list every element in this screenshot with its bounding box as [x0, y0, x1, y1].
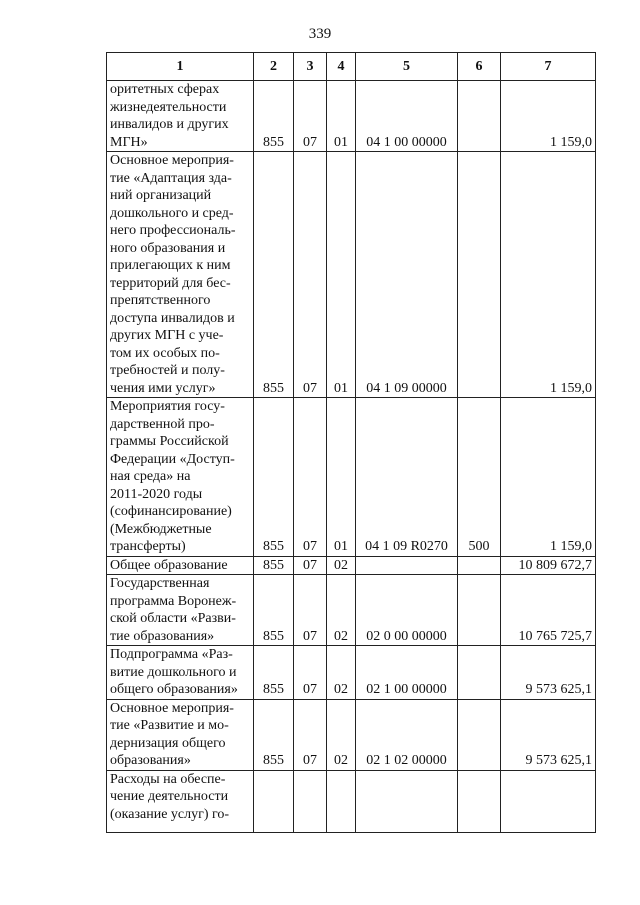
subsection-code-cell: 01 — [327, 398, 356, 557]
row-name-line: тие «Развитие и мо- — [110, 718, 229, 733]
expense-type-code-cell — [458, 575, 501, 646]
row-name-line: Мероприятия госу- — [110, 399, 225, 414]
table-row — [107, 152, 596, 398]
amount-cell: 9 573 625,1 — [501, 699, 596, 770]
target-item-code-cell — [356, 770, 458, 832]
row-name-line: (оказание услуг) го- — [110, 806, 230, 822]
ministry-code-cell: 855 — [254, 646, 294, 700]
ministry-code-cell: 855 — [254, 575, 294, 646]
amount-cell: 1 159,0 — [501, 81, 596, 152]
row-name-line: витие дошкольного и — [110, 664, 237, 680]
row-name-line: территорий для бес- — [110, 275, 231, 291]
expense-type-code-cell — [458, 699, 501, 770]
row-name-cell — [107, 81, 254, 152]
row-name-line: оритетных сферах — [110, 82, 220, 97]
section-code-cell: 07 — [294, 575, 327, 646]
section-code-cell: 07 — [294, 81, 327, 152]
row-name-line: Подпрограмма «Раз- — [110, 647, 233, 662]
amount-cell: 9 573 625,1 — [501, 646, 596, 700]
target-item-code-cell: 04 1 09 R0270 — [356, 398, 458, 557]
row-name-line: общего образования» — [110, 682, 238, 697]
row-name-line: других МГН с уче- — [110, 328, 224, 343]
header-col-5: 5 — [356, 53, 458, 81]
row-name-cell — [107, 556, 254, 575]
row-name-cell — [107, 398, 254, 557]
subsection-code-cell: 01 — [327, 81, 356, 152]
row-name-line: дернизация общего — [110, 735, 226, 751]
row-name-cell — [107, 152, 254, 398]
header-col-3: 3 — [294, 53, 327, 81]
section-code-cell: 07 — [294, 699, 327, 770]
target-item-code-cell — [356, 556, 458, 575]
row-name-line: дошкольного и сред- — [110, 205, 234, 221]
row-name-line: МГН» — [110, 134, 148, 150]
amount-cell: 1 159,0 — [501, 398, 596, 557]
row-name-line: него профессиональ- — [110, 223, 236, 238]
section-code-cell: 07 — [294, 152, 327, 398]
table-row — [107, 770, 596, 832]
row-name-line: Основное мероприя- — [110, 153, 234, 168]
row-name-cell — [107, 575, 254, 646]
target-item-code-cell: 02 1 00 00000 — [356, 646, 458, 700]
budget-table — [106, 52, 596, 833]
row-name-line: требностей и полу- — [110, 363, 225, 378]
row-name-line: дарственной про- — [110, 416, 215, 432]
row-name-line: ного образования и — [110, 240, 226, 256]
row-name-line: Федерации «Доступ- — [110, 451, 235, 467]
section-code-cell — [294, 770, 327, 832]
subsection-code-cell: 02 — [327, 699, 356, 770]
header-col-4: 4 — [327, 53, 356, 81]
table-row — [107, 646, 596, 700]
table-row — [107, 575, 596, 646]
subsection-code-cell: 01 — [327, 152, 356, 398]
ministry-code-cell: 855 — [254, 398, 294, 557]
target-item-code-cell: 02 0 00 00000 — [356, 575, 458, 646]
row-name-line: чения ими услуг» — [110, 380, 216, 396]
ministry-code-cell: 855 — [254, 152, 294, 398]
ministry-code-cell — [254, 770, 294, 832]
row-name-line: ная среда» на — [110, 469, 191, 484]
subsection-code-cell — [327, 770, 356, 832]
row-name-line: инвалидов и других — [110, 117, 229, 132]
row-name-line: жизнедеятельности — [110, 99, 227, 115]
header-col-2: 2 — [254, 53, 294, 81]
expense-type-code-cell — [458, 81, 501, 152]
expense-type-code-cell — [458, 770, 501, 832]
section-code-cell: 07 — [294, 398, 327, 557]
row-name-line: прилегающих к ним — [110, 258, 231, 273]
row-name-line: образования» — [110, 753, 191, 768]
row-name-line: доступа инвалидов и — [110, 310, 235, 326]
ministry-code-cell: 855 — [254, 81, 294, 152]
row-name-line: ний организаций — [110, 188, 212, 203]
row-name-line: чение деятельности — [110, 789, 229, 804]
row-name-line: (Межбюджетные — [110, 521, 212, 537]
ministry-code-cell: 855 — [254, 699, 294, 770]
row-name-line: ской области «Разви- — [110, 611, 236, 626]
row-name-line: программа Воронеж- — [110, 593, 237, 609]
table-row — [107, 398, 596, 557]
header-col-6: 6 — [458, 53, 501, 81]
row-name-line: трансферты) — [110, 539, 186, 554]
amount-cell: 10 809 672,7 — [501, 556, 596, 575]
section-code-cell: 07 — [294, 646, 327, 700]
amount-cell — [501, 770, 596, 832]
row-name-line: Основное мероприя- — [110, 700, 234, 716]
subsection-code-cell: 02 — [327, 575, 356, 646]
expense-type-code-cell — [458, 152, 501, 398]
subsection-code-cell: 02 — [327, 556, 356, 575]
row-name-cell — [107, 646, 254, 700]
table-row — [107, 699, 596, 770]
page-number: 339 — [308, 26, 332, 42]
row-name-line: препятственного — [110, 293, 211, 308]
header-row — [107, 53, 596, 81]
expense-type-code-cell — [458, 646, 501, 700]
amount-cell: 10 765 725,7 — [501, 575, 596, 646]
ministry-code-cell: 855 — [254, 556, 294, 575]
row-name-line: тие «Адаптация зда- — [110, 170, 232, 186]
row-name-line: том их особых по- — [110, 345, 220, 361]
section-code-cell: 07 — [294, 556, 327, 575]
table-row — [107, 556, 596, 575]
row-name-line: 2011-2020 годы — [110, 486, 203, 502]
header-col-7: 7 — [501, 53, 596, 81]
row-name-cell — [107, 699, 254, 770]
row-name-cell — [107, 770, 254, 832]
row-name-line: (софинансирование) — [110, 504, 232, 519]
row-name-line: тие образования» — [110, 628, 215, 644]
target-item-code-cell: 04 1 09 00000 — [356, 152, 458, 398]
target-item-code-cell: 04 1 00 00000 — [356, 81, 458, 152]
subsection-code-cell: 02 — [327, 646, 356, 700]
row-name-line: Расходы на обеспе- — [110, 771, 226, 787]
row-name-line: Общее образование — [110, 557, 228, 573]
target-item-code-cell: 02 1 02 00000 — [356, 699, 458, 770]
expense-type-code-cell — [458, 556, 501, 575]
table-row — [107, 81, 596, 152]
row-name-line: граммы Российской — [110, 434, 229, 449]
amount-cell: 1 159,0 — [501, 152, 596, 398]
header-col-1: 1 — [107, 53, 254, 81]
row-name-line: Государственная — [110, 576, 210, 591]
expense-type-code-cell: 500 — [458, 398, 501, 557]
